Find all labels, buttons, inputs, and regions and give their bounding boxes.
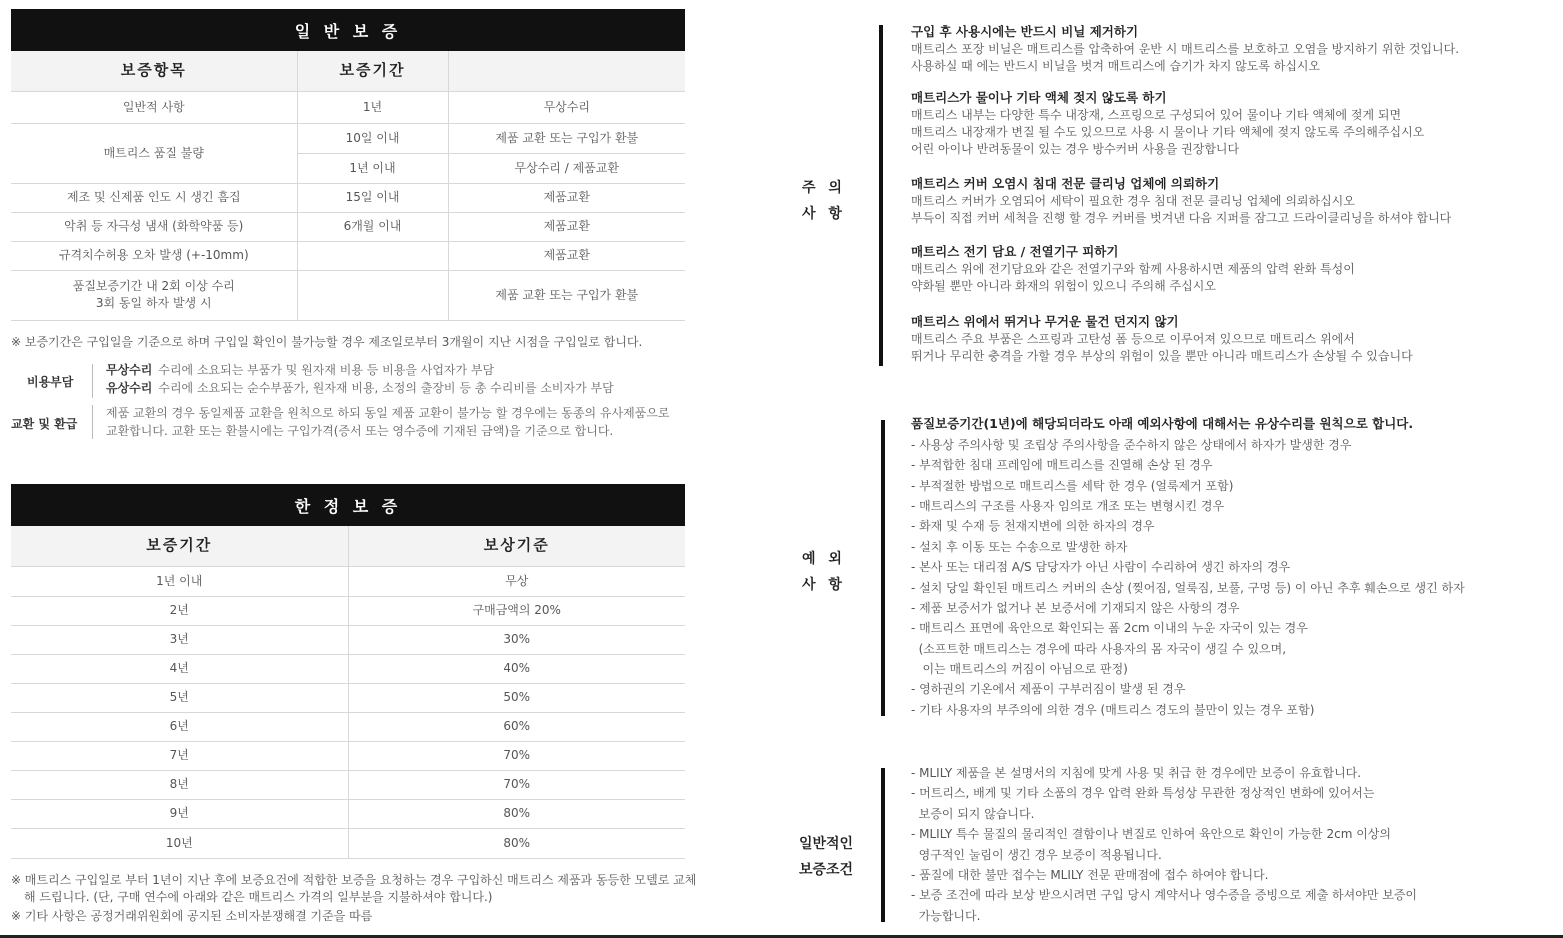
row-period: 10년 — [11, 828, 348, 858]
row-period: 10일 이내 — [297, 123, 448, 153]
exceptions-item: - 영하권의 기온에서 제품이 구부러짐이 발생 된 경우 — [911, 682, 1186, 696]
table-row — [11, 596, 685, 625]
exceptions-title-line1: 예 외 — [802, 551, 846, 567]
free-repair-line — [106, 361, 494, 379]
table-row — [11, 270, 685, 320]
caution-section-title — [796, 175, 852, 227]
table-row — [11, 741, 685, 770]
row-period — [297, 270, 448, 320]
paid-repair-label: 유상수리 — [106, 381, 153, 395]
row-period: 1년 이내 — [297, 153, 448, 183]
row-remedy: 무상수리 / 제품교환 — [448, 153, 685, 183]
table-header-row — [11, 51, 685, 91]
row-rate: 80% — [348, 799, 685, 828]
exceptions-item: - 설치 후 이동 또는 수송으로 발생한 하자 — [911, 540, 1128, 554]
exceptions-item: (소프트한 매트리스는 경우에 따라 사용자의 몸 자국이 생길 수 있으며, — [911, 642, 1287, 656]
row-item-line1: 품질보증기간 내 2회 이상 수리 — [72, 279, 235, 293]
row-rate: 구매금액의 20% — [348, 596, 685, 625]
row-item: 매트리스 품질 불량 — [11, 123, 297, 183]
row-period: 6년 — [11, 712, 348, 741]
caution-item — [911, 23, 1459, 75]
row-rate: 40% — [348, 654, 685, 683]
row-remedy: 제품 교환 또는 구입가 환불 — [448, 123, 685, 153]
row-item: 규격치수허용 오차 발생 (+-10mm) — [11, 241, 297, 270]
general-warranty-title: 일 반 보 증 — [11, 9, 685, 51]
header-period: 보증기간 — [11, 526, 348, 566]
row-rate: 70% — [348, 770, 685, 799]
exceptions-bar — [881, 420, 885, 716]
table-row — [11, 654, 685, 683]
caution-item — [911, 313, 1413, 365]
row-rate: 70% — [348, 741, 685, 770]
conditions-item: - 머트리스, 배게 및 기타 소품의 경우 압력 완화 특성상 무관한 정상적인 변화에 있어서는 — [911, 786, 1375, 800]
table-row — [11, 91, 685, 123]
row-remedy: 제품교환 — [448, 212, 685, 241]
row-remedy: 무상수리 — [448, 91, 685, 123]
caution-item — [911, 243, 1355, 295]
caution-item — [911, 175, 1451, 227]
table-row — [11, 212, 685, 241]
paid-repair-text: 수리에 소요되는 순수부품가, 원자재 비용, 소정의 출장비 등 총 수리비를 소비자가 부담 — [158, 381, 614, 395]
exceptions-title-line2: 사 항 — [802, 577, 846, 593]
paid-repair-line — [106, 379, 614, 397]
row-remedy: 제품 교환 또는 구입가 환불 — [448, 270, 685, 320]
exceptions-item: - 매트리스의 구조를 사용자 임의로 개조 또는 변형시킨 경우 — [911, 499, 1225, 513]
table-row — [11, 770, 685, 799]
exceptions-item: - 매트리스 표면에 육안으로 확인되는 폼 2cm 이내의 누운 자국이 있는 경우 — [911, 621, 1308, 635]
row-period: 7년 — [11, 741, 348, 770]
header-item: 보증항목 — [11, 51, 297, 91]
caution-bar — [879, 25, 883, 366]
exceptions-item: - 부적합한 침대 프레임에 매트리스를 진열해 손상 된 경우 — [911, 458, 1213, 472]
conditions-item: - MLILY 제품을 본 설명서의 지침에 맞게 사용 및 취급 한 경우에만 보증이 유효합니다. — [911, 766, 1362, 780]
row-remedy: 제품교환 — [448, 241, 685, 270]
row-rate: 무상 — [348, 566, 685, 596]
free-repair-text: 수리에 소요되는 부품가 및 원자재 비용 등 비용을 사업자가 부담 — [158, 363, 495, 377]
cost-burden-label: 비용부담 — [27, 375, 74, 389]
caution-heading: 매트리스 위에서 뛰거나 무거운 물건 던지지 않기 — [911, 314, 1179, 329]
row-period: 1년 이내 — [11, 566, 348, 596]
row-item: 제조 및 신제품 인도 시 생긴 흠집 — [11, 183, 297, 212]
row-period: 4년 — [11, 654, 348, 683]
conditions-item: - 보증 조건에 따라 보상 받으시려면 구입 당시 계약서나 영수증을 증빙으로 제출 하셔야만 보증이 — [911, 888, 1418, 902]
caution-line: 부득이 직접 커버 세척을 진행 할 경우 커버를 벗겨낸 다음 지퍼를 잠그고 드라이클리닝을 하셔야 합니다 — [911, 211, 1452, 225]
exchange-line1: 제품 교환의 경우 동일제품 교환을 원칙으로 하되 동일 제품 교환이 불가능 할 경우에는 동종의 유사제품으로 — [106, 406, 670, 420]
row-period: 3년 — [11, 625, 348, 654]
caution-title-line1: 주 의 — [802, 180, 846, 196]
row-rate: 50% — [348, 683, 685, 712]
exceptions-item: - 사용상 주의사항 및 조립상 주의사항을 준수하지 않은 상태에서 하자가 발생한 경우 — [911, 438, 1352, 452]
row-period: 8년 — [11, 770, 348, 799]
caution-heading: 매트리스 커버 오염시 침대 전문 클리닝 업체에 의뢰하기 — [911, 176, 1220, 191]
row-period: 15일 이내 — [297, 183, 448, 212]
table-row — [11, 183, 685, 212]
header-remedy — [448, 51, 685, 91]
exceptions-item: - 제품 보증서가 없거나 본 보증서에 기재되지 않은 사항의 경우 — [911, 601, 1240, 615]
exceptions-item: - 기타 사용자의 부주의에 의한 경우 (매트리스 경도의 불만이 있는 경우 포함) — [911, 703, 1315, 717]
caution-title-line2: 사 항 — [802, 206, 846, 222]
conditions-title-line2: 보증조건 — [798, 862, 854, 878]
header-rate: 보상기준 — [348, 526, 685, 566]
caution-line: 매트리스 위에 전기담요와 같은 전열기구와 함께 사용하시면 제품의 압력 완화 특성이 — [911, 262, 1355, 276]
table-row — [11, 123, 685, 153]
caution-line: 매트리스 내부는 다양한 특수 내장재, 스프링으로 구성되어 있어 물이나 기타 액체에 젖게 되면 — [911, 108, 1402, 122]
caution-heading: 구입 후 사용시에는 반드시 비닐 제거하기 — [911, 24, 1139, 39]
caution-heading: 매트리스가 물이나 기타 액체 젖지 않도록 하기 — [911, 90, 1167, 105]
caution-line: 매트리스 내장재가 변질 될 수도 있으므로 사용 시 물이나 기타 액체에 젖지 않도록 주의해주십시오 — [911, 125, 1425, 139]
limited-warranty-title: 한 정 보 증 — [11, 484, 685, 526]
exchange-divider — [92, 405, 93, 439]
caution-line: 매트리스 주요 부품은 스프링과 고탄성 폼 등으로 이루어져 있으므로 매트리스 위에서 — [911, 332, 1355, 346]
general-warranty-table — [11, 51, 685, 321]
row-item: 일반적 사항 — [11, 91, 297, 123]
exceptions-item: - 화재 및 수재 등 천재지변에 의한 하자의 경우 — [911, 519, 1155, 533]
row-period — [297, 241, 448, 270]
exceptions-item: - 부적절한 방법으로 매트리스를 세탁 한 경우 (얼룩제거 포함) — [911, 479, 1234, 493]
header-period: 보증기간 — [297, 51, 448, 91]
exchange-line2: 교환합니다. 교환 또는 환불시에는 구입가격(증서 또는 영수증에 기재된 금액)을 기준으로 합니다. — [106, 424, 614, 438]
caution-line: 사용하실 때 에는 반드시 비닐을 벗겨 매트리스에 습기가 차지 않도록 하십시오 — [911, 59, 1321, 73]
exceptions-lead: 품질보증기간(1년)에 해당되더라도 아래 예외사항에 대해서는 유상수리를 원칙으로 합니다. — [911, 416, 1414, 431]
limited-warranty-table — [11, 526, 685, 859]
conditions-item: 보증이 되지 않습니다. — [911, 807, 1035, 821]
cost-divider — [92, 364, 93, 398]
caution-line: 약화될 뿐만 아니라 화재의 위험이 있으니 주의해 주십시오 — [911, 279, 1216, 293]
conditions-item: 가능합니다. — [911, 909, 981, 923]
row-period: 2년 — [11, 596, 348, 625]
free-repair-label: 무상수리 — [106, 363, 153, 377]
table-row — [11, 683, 685, 712]
caution-line: 뛰거나 무리한 충격을 가할 경우 부상의 위험이 있을 뿐만 아니라 매트리스가 손상될 수 있습니다 — [911, 349, 1413, 363]
row-item — [11, 270, 297, 320]
row-rate: 30% — [348, 625, 685, 654]
conditions-title-line1: 일반적인 — [798, 836, 854, 852]
table-row — [11, 625, 685, 654]
general-warranty-note: ※ 보증기간은 구입일을 기준으로 하며 구입일 확인이 불가능할 경우 제조일로부터 3개월이 지난 시점을 구입일로 합니다. — [11, 335, 643, 349]
conditions-section-title — [788, 831, 864, 883]
caution-item — [911, 89, 1424, 158]
table-row — [11, 712, 685, 741]
table-row — [11, 799, 685, 828]
row-period: 6개월 이내 — [297, 212, 448, 241]
row-period: 1년 — [297, 91, 448, 123]
row-period: 9년 — [11, 799, 348, 828]
limited-note-line2: 해 드립니다. (단, 구매 연수에 아래와 같은 매트리스 가격의 일부분을 지불하셔야 합니다.) — [24, 890, 493, 904]
exchange-label: 교환 및 환급 — [11, 417, 78, 431]
exceptions-item: - 본사 또는 대리점 A/S 담당자가 아닌 사람이 수리하여 생긴 하자의 경우 — [911, 560, 1291, 574]
row-rate: 80% — [348, 828, 685, 858]
limited-note-line1: ※ 매트리스 구입일로 부터 1년이 지난 후에 보증요건에 적합한 보증을 요청하는 경우 구입하신 매트리스 제품과 동등한 모델로 교체 — [11, 873, 697, 887]
caution-line: 매트리스 커버가 오염되어 세탁이 필요한 경우 침대 전문 클리닝 업체에 의뢰하십시오 — [911, 194, 1355, 208]
caution-heading: 매트리스 전기 담요 / 전열기구 피하기 — [911, 244, 1119, 259]
table-row — [11, 828, 685, 858]
conditions-item: - 품질에 대한 불만 접수는 MLILY 전문 판매점에 접수 하여야 합니다. — [911, 868, 1269, 882]
table-row — [11, 241, 685, 270]
caution-line: 매트리스 포장 비닐은 매트리스를 압축하여 운반 시 매트리스를 보호하고 오염을 방지하기 위한 것입니다. — [911, 42, 1460, 56]
row-remedy: 제품교환 — [448, 183, 685, 212]
limited-note-line3: ※ 기타 사항은 공정거래위원회에 공지된 소비자분쟁해결 기준을 따름 — [11, 909, 373, 923]
exceptions-item: 이는 매트리스의 꺼짐이 아님으로 판정) — [911, 662, 1128, 676]
caution-line: 어린 아이나 반려동물이 있는 경우 방수커버 사용을 권장합니다 — [911, 142, 1240, 156]
row-item: 악취 등 자극성 냄새 (화학약품 등) — [11, 212, 297, 241]
exceptions-item: - 설치 당일 확인된 매트리스 커버의 손상 (찢어짐, 얼룩짐, 보풀, 구멍 등) 이 아닌 추후 훼손으로 생긴 하자 — [911, 581, 1465, 595]
exceptions-section-title — [796, 546, 852, 598]
row-period: 5년 — [11, 683, 348, 712]
row-rate: 60% — [348, 712, 685, 741]
table-header-row — [11, 526, 685, 566]
row-item-line2: 3회 동일 하자 발생 시 — [95, 296, 212, 310]
table-row — [11, 566, 685, 596]
conditions-item: 영구적인 눌림이 생긴 경우 보증이 적용됩니다. — [911, 848, 1162, 862]
conditions-item: - MLILY 특수 물질의 물리적인 결함이나 변질로 인하여 육안으로 확인이 가능한 2cm 이상의 — [911, 827, 1391, 841]
conditions-bar — [881, 768, 885, 922]
